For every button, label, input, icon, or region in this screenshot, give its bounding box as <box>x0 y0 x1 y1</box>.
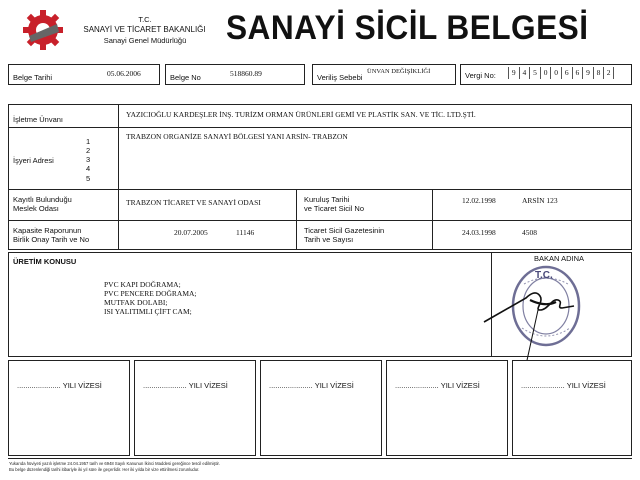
kurulus-sicil: ARSİN 123 <box>522 196 558 205</box>
belge-no-value: 518860.89 <box>230 69 262 78</box>
kurulus-label: ve Ticaret Sicil No <box>304 204 365 213</box>
kurulus-tarih: 12.02.1998 <box>462 196 496 205</box>
kapasite-label: Kapasite Raporunun <box>13 226 82 235</box>
header-ministry-name: SANAYİ VE TİCARET BAKANLIĞI <box>83 25 206 34</box>
uretim-item: PVC KAPI DOĞRAMA; <box>104 280 181 289</box>
vergi-digit: 9 <box>508 67 519 79</box>
info-right-divider <box>432 189 433 250</box>
adres-value: TRABZON ORGANİZE SANAYİ BÖLGESİ YANI ARSİN- TRABZON <box>126 132 348 141</box>
vergi-digit: 2 <box>603 67 614 79</box>
vize-label: ..................... YILI VİZESİ <box>395 381 480 390</box>
vergi-digit: 8 <box>593 67 604 79</box>
oda-label: Meslek Odası <box>13 204 59 213</box>
vergi-digit: 4 <box>519 67 530 79</box>
adres-line-number: 4 <box>86 164 91 173</box>
unvan-value: YAZICIOĞLU KARDEŞLER İNŞ. TURİZM ORMAN ÜRÜNLERİ GEMİ VE PLASTİK SAN. VE TİC. LTD.ŞTİ. <box>126 110 476 119</box>
vergi-digit: 6 <box>561 67 572 79</box>
uretim-item: PVC PENCERE DOĞRAMA; <box>104 289 197 298</box>
vergi-no-label: Vergi No: <box>465 71 496 80</box>
vize-label: ..................... YILI VİZESİ <box>17 381 102 390</box>
vergi-digit: 9 <box>582 67 593 79</box>
ministry-logo <box>15 10 71 50</box>
verilis-sebebi-box <box>312 64 456 85</box>
belge-tarihi-label: Belge Tarihi <box>13 73 53 82</box>
info-mid-divider <box>296 189 297 250</box>
oda-label: Kayıtlı Bulunduğu <box>13 195 72 204</box>
unvan-label: İşletme Ünvanı <box>13 115 64 124</box>
vergi-digit: 0 <box>550 67 561 79</box>
header-tc: T.C. <box>138 15 152 24</box>
vergi-no-digits <box>508 67 614 79</box>
vergi-digit: 6 <box>572 67 583 79</box>
uretim-item: ISI YALITIMLI ÇİFT CAM; <box>104 307 192 316</box>
vize-label: ..................... YILI VİZESİ <box>143 381 228 390</box>
adres-line-number: 5 <box>86 174 91 183</box>
vize-box-4 <box>386 360 508 456</box>
adres-line-number: 1 <box>86 137 91 146</box>
adres-label: İşyeri Adresi <box>13 156 54 165</box>
row-divider <box>8 127 632 128</box>
row-divider <box>8 189 632 190</box>
footer-note-2: Bu belge düzenlendiği tarihi itibariyle iki yıl süre ile geçerlidir. Her iki yılda bir vize ettirilmesi zorunludur. <box>9 467 200 472</box>
vize-box-1 <box>8 360 130 456</box>
gazete-label: Ticaret Sicil Gazetesinin <box>304 226 385 235</box>
info-col-divider <box>118 104 119 250</box>
vize-box-2 <box>134 360 256 456</box>
vergi-digit: 5 <box>529 67 540 79</box>
kapasite-label: Birlik Onay Tarih ve No <box>13 235 90 244</box>
belge-no-label: Belge No <box>170 73 201 82</box>
verilis-sebebi-label: Veriliş Sebebi <box>317 73 363 82</box>
vize-label: ..................... YILI VİZESİ <box>521 381 606 390</box>
stamp-text: T.C. <box>535 270 553 281</box>
verilis-sebebi-value: ÜNVAN DEĞİŞİKLİĞİ <box>367 68 431 75</box>
vize-box-5 <box>512 360 632 456</box>
belge-tarihi-value: 05.06.2006 <box>107 69 141 78</box>
gazete-sayi: 4508 <box>522 228 537 237</box>
kapasite-no: 11146 <box>236 228 255 237</box>
footer-divider <box>8 458 632 459</box>
adres-line-number: 3 <box>86 155 91 164</box>
uretim-item: MUTFAK DOLABI; <box>104 298 168 307</box>
vize-label: ..................... YILI VİZESİ <box>269 381 354 390</box>
bakan-adina-label: BAKAN ADINA <box>534 254 585 263</box>
adres-line-number: 2 <box>86 146 91 155</box>
oda-value: TRABZON TİCARET VE SANAYİ ODASI <box>126 198 261 207</box>
kapasite-tarih: 20.07.2005 <box>174 228 208 237</box>
belge-tarihi-box <box>8 64 160 85</box>
kurulus-label: Kuruluş Tarihi <box>304 195 350 204</box>
vize-box-3 <box>260 360 382 456</box>
uretim-label: ÜRETİM KONUSU <box>13 257 77 266</box>
gazete-label: Tarih ve Sayısı <box>304 235 354 244</box>
header-directorate: Sanayi Genel Müdürlüğü <box>103 36 187 45</box>
row-divider <box>8 220 632 221</box>
gazete-tarih: 24.03.1998 <box>462 228 496 237</box>
vergi-digit: 0 <box>540 67 551 79</box>
ministry-gear-logo-icon <box>15 10 71 50</box>
page-title: SANAYİ SİCİL BELGESİ <box>226 9 589 47</box>
belge-no-box <box>165 64 305 85</box>
footer-note-1: Yukarıda hüviyeti yazılı işletme 24.04.1957 tarih ve 6948 Sayılı Kanunun İkinci Maddesi gereğince tescil edilmiştir. <box>9 461 220 466</box>
